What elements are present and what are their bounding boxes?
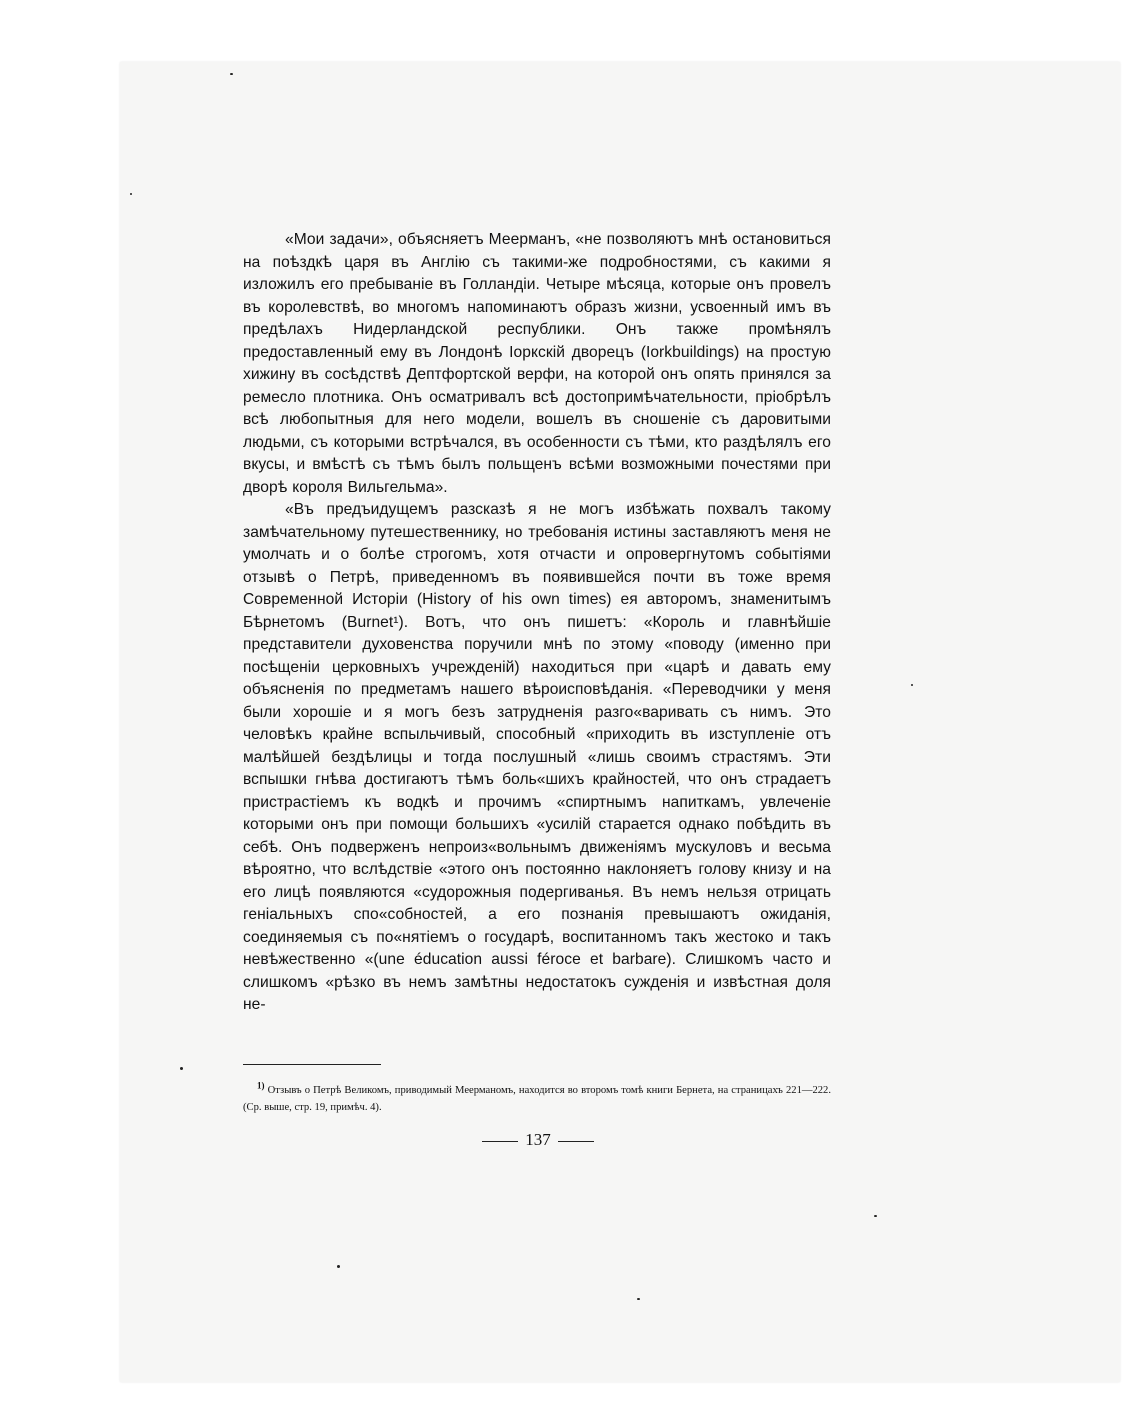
paragraph-burnet-quote: «Въ предъидущемъ разсказѣ я не могъ избѣжать похвалъ такому замѣчательному путешественнику, но требованія истины заставляютъ меня не умолчать и о болѣе строгомъ, хотя отчасти и опровергнутомъ событіями отзывѣ о Петрѣ, приведенномъ въ появившейся почти въ тоже время Современной Исторіи (History of his own times) ея авторомъ, знаменитымъ Бѣрнетомъ (Burnet¹). Вотъ, что онъ пишетъ: «Король и главнѣйшіе представители духовенства поручили мнѣ по этому «поводу (именно при посѣщеніи церковныхъ учрежденій) находиться при «царѣ и давать ему объясненія по предметамъ нашего вѣроисповѣданія. «Переводчики у меня были хорошіе и я могъ безъ затрудненія разго«варивать съ нимъ. Это человѣкъ крайне вспыльчивый, способный «приходить въ изступленіе отъ малѣйшей бездѣлицы и тогда послушный «лишь своимъ страстямъ. Эти вспышки гнѣва достигаютъ тѣмъ боль«шихъ крайностей, что онъ страдаетъ пристрастіемъ къ водкѣ и прочимъ «спиртнымъ напиткамъ, увлеченіе которыми онъ при помощи большихъ «усилій старается однако побѣдить въ себѣ. Онъ подверженъ непроиз«вольнымъ движеніямъ мускуловъ и весьма вѣроятно, что вслѣдствіе «этого онъ постоянно наклоняетъ голову книзу и на его лицѣ появляются «судорожныя подергиванья. Въ немъ нельзя отрицать геніальныхъ спо«собностей, а его познанія превышаютъ ожиданія, соединяемыя съ по«нятіемъ о государѣ, воспитанномъ такъ жестоко и такъ невѣжественно «(une éducation aussi féroce et barbare). Слишкомъ часто и слишкомъ «рѣзко въ немъ замѣтны недостатокъ сужденія и извѣстная доля не- <box>243 501 831 1013</box>
page-number-dash-left <box>482 1141 518 1142</box>
paragraph-meerman-quote: «Мои задачи», объясняетъ Меерманъ, «не позволяютъ мнѣ остановиться на поѣздкѣ царя въ Англію съ такими-же подробностями, съ какими я изложилъ его пребываніе въ Голландіи. Четыре мѣсяца, которые онъ провелъ въ королевствѣ, во многомъ напоминаютъ образъ жизни, усвоенный имъ въ предѣлахъ Нидерландской республики. Онъ также промѣнялъ предоставленный ему въ Лондонѣ Іоркскій дворецъ (Iorkbuildings) на простую хижину въ сосѣдствѣ Дептфортской верфи, на которой онъ опять принялся за ремесло плотника. Онъ осматривалъ всѣ достопримѣчательности, пріобрѣлъ всѣ любопытныя для него модели, вошелъ въ сношеніе съ даровитыми людьми, съ которыми встрѣчался, въ особенности съ тѣми, кто раздѣлялъ его вкусы, и вмѣстѣ съ тѣмъ былъ польщенъ всѣми возможными почестями при дворѣ короля Вильгельма». <box>243 231 831 496</box>
scan-speck <box>130 193 132 195</box>
footnote-paragraph <box>243 1082 831 1116</box>
page-number-row <box>478 1128 598 1152</box>
page-number: 137 <box>525 1130 551 1149</box>
scan-speck <box>337 1265 340 1268</box>
footnote-text: Отзывъ о Петрѣ Великомъ, приводимый Меерманомъ, находится во второмъ томѣ книги Бернета, на страницахъ 221—222. (Ср. выше, стр. 19, примѣч. 4). <box>243 1085 831 1113</box>
footnote <box>243 1082 831 1116</box>
body-text <box>243 229 831 1017</box>
page-number-dash-right <box>558 1141 594 1142</box>
scan-speck <box>874 1215 877 1217</box>
scan-speck <box>637 1298 640 1300</box>
scan-speck <box>180 1067 183 1070</box>
footnote-divider <box>243 1064 381 1065</box>
footnote-marker: 1) <box>257 1080 265 1091</box>
scan-speck <box>230 73 233 75</box>
scan-speck <box>911 684 913 686</box>
